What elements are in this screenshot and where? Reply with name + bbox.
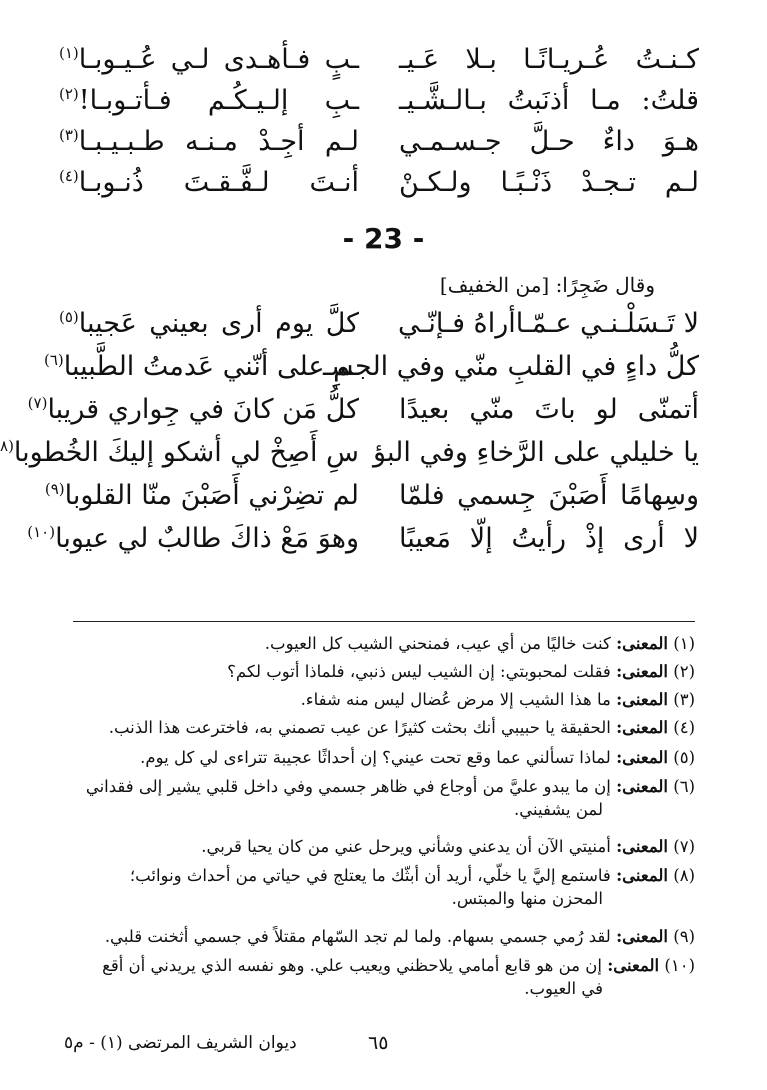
- footnote-divider: [73, 621, 695, 622]
- footnote-marker: (٤): [59, 167, 79, 185]
- footnote-number: (٨): [673, 866, 695, 885]
- poem1-verse: [59, 161, 699, 205]
- footnote-text: الحقيقة يا حبيبي أنك بحثت كثيرًا عن عيب تصمني به، فاخترعت هذا الذنب.: [108, 718, 611, 737]
- verse-second-text: ـمِ على أنّني عَدمتُ الطَّبيبا: [63, 351, 359, 382]
- verse-second-hemistich: [0, 431, 359, 475]
- footnote: [70, 632, 695, 655]
- verse-first-hemistich: يا خليلي على الرَّخاءِ وفي البؤ: [373, 437, 699, 468]
- poem2-verse: [59, 302, 699, 346]
- verse-first-hemistich: كلُّ داءٍ في القلبِ منّي وفي الجسـ: [323, 351, 699, 382]
- footnote-text: فاستمع إليَّ يا خلّي، أريد أن أبثّك ما يعتلج في حياتي من أحداث ونوائب؛: [129, 866, 611, 885]
- footnote-text: إن ما يبدو عليَّ من أوجاع في ظاهر جسمي وفي داخل قلبي يشير إلى فقداني: [85, 777, 611, 796]
- footnote-number: (٢): [673, 662, 695, 681]
- footnote-marker: (٣): [59, 126, 79, 144]
- verse-first-hemistich: هـوَ داءٌ حـلَّ جـسـمـي: [399, 126, 699, 157]
- verse-first-hemistich: لـم تـجـدْ ذَنْـبًـا ولـكـنْ: [399, 167, 699, 198]
- verse-second-hemistich: [59, 120, 359, 164]
- footnote-label: المعنى:: [616, 777, 668, 796]
- footnote-number: (٥): [673, 748, 695, 767]
- footnote-marker: (١٠): [27, 523, 56, 541]
- footnote: [70, 954, 695, 1000]
- footnote: [70, 925, 695, 948]
- verse-first-hemistich: وسِهامًا أَصَبْنَ جِسمي فلمّا: [399, 480, 699, 511]
- footnote-marker: (٧): [27, 394, 48, 412]
- footnote-text: ما هذا الشيب إلا مرض عُضال ليس منه شفاء.: [300, 690, 611, 709]
- verse-second-text: كلَّ يوم أرى بعيني عَجيبا: [78, 308, 359, 339]
- footnote-label: المعنى:: [616, 718, 668, 737]
- verse-second-hemistich: [43, 345, 359, 389]
- footnote-number: (٦): [673, 777, 695, 796]
- footnote-label: المعنى:: [616, 634, 668, 653]
- footnote-marker: (٨: [0, 437, 14, 455]
- verse-second-text: لـم أجِـدْ مـنـه طـبـيـبـا: [78, 126, 359, 157]
- verse-first-hemistich: لا تَـسَلْـنـي عـمّـاأراهُ فـإنّـي: [398, 308, 699, 339]
- verse-second-text: لم تضِرْني أَصَبْنَ منّا القلوبا: [64, 480, 359, 511]
- page-number: ٦٥: [368, 1032, 389, 1054]
- poem2-verse: [44, 474, 699, 518]
- footnote-marker: (٥): [59, 308, 79, 326]
- verse-second-text: سِ أَصِخْ لي أشكو إليكَ الخُطوبا: [13, 437, 359, 468]
- footnote: [70, 775, 695, 821]
- verse-second-text: أنـتَ لـفَّـقـتَ ذُنـوبـا: [78, 167, 359, 198]
- footnote: [70, 716, 695, 739]
- footnote-label: المعنى:: [616, 690, 668, 709]
- footnote-label: المعنى:: [616, 748, 668, 767]
- footnote: [70, 835, 695, 858]
- footnote: [70, 746, 695, 769]
- poem1-verse: [59, 79, 699, 123]
- poem1-verse: [59, 120, 699, 164]
- verse-second-hemistich: [27, 517, 359, 561]
- poem2-verse: [27, 517, 699, 561]
- page-footer: [0, 1028, 767, 1058]
- verse-second-text: وهوَ مَعْ ذاكَ طالبٌ لي عيوبا: [55, 523, 359, 554]
- verse-second-hemistich: [44, 474, 359, 518]
- verse-second-hemistich: [59, 38, 359, 82]
- footnote-marker: (١): [59, 44, 79, 62]
- verse-second-text: كلُّ مَن كانَ في جِواري قريبا: [47, 394, 359, 425]
- poem-intro: وقال ضَجِرًا: [من الخفيف]: [439, 273, 655, 297]
- footnote-continuation: المحزن منها والمبتس.: [451, 889, 603, 908]
- footnote-label: المعنى:: [616, 866, 668, 885]
- poem2-verse: [43, 345, 699, 389]
- footnote-number: (٣): [673, 690, 695, 709]
- footnote-label: المعنى:: [616, 837, 668, 856]
- footnote-text: لقد رُمي جسمي بسهام. ولما لم تجد السّهام مقتلاً في جسمي أثخنت قلبي.: [104, 927, 611, 946]
- verse-first-hemistich: لا أرى إذْ رأيتُ إلّا مَعيبًا: [399, 523, 699, 554]
- poem-number: - 23 -: [342, 222, 425, 255]
- footnote-label: المعنى:: [607, 956, 660, 975]
- verse-first-hemistich: كـنـتُ عُـريـانًـا بـلا عَـيـ: [399, 44, 699, 75]
- footnote-continuation: في العيوب.: [524, 979, 603, 998]
- poem2-verse: [27, 388, 699, 432]
- footnote-marker: (٩): [44, 480, 65, 498]
- footnote-marker: (٢): [59, 85, 79, 103]
- footnote-continuation: لمن يشفيني.: [514, 800, 603, 819]
- footnote-text: أمنيتي الآن أن يدعني وشأني ويرحل عني من كان يحيا قربي.: [201, 837, 611, 856]
- footnote-marker: (٦): [43, 351, 64, 369]
- footnote-number: (١): [673, 634, 695, 653]
- poem1-verse: [59, 38, 699, 82]
- verse-second-hemistich: [59, 161, 359, 205]
- verse-second-hemistich: [59, 302, 359, 346]
- footnote-label: المعنى:: [616, 662, 668, 681]
- running-title: ديوان الشريف المرتضى (١) - م٥: [64, 1033, 297, 1053]
- footnote-number: (٧): [673, 837, 695, 856]
- footnote: [70, 660, 695, 683]
- verse-second-text: ـبٍ فـأهـدى لـي عُـيـوبـا: [78, 44, 359, 75]
- footnote-number: (٩): [673, 927, 695, 946]
- footnote-text: لماذا تسألني عما وقع تحت عيني؟ إن أحداثًا عجيبة تتراءى لي كل يوم.: [140, 748, 611, 767]
- footnote-text: كنت خاليًا من أي عيب، فمنحني الشيب كل العيوب.: [264, 634, 611, 653]
- poem2-verse: [0, 431, 699, 475]
- footnote: [70, 864, 695, 910]
- verse-second-text: ـبِ إلـيـكُـم فـأتـوبـا!: [78, 85, 359, 116]
- footnote: [70, 688, 695, 711]
- footnote-text: إن من هو قابع أمامي يلاحظني ويعيب علي. وهو نفسه الذي يريدني أن أقع: [102, 956, 602, 975]
- footnote-number: (١٠): [664, 956, 695, 975]
- verse-first-hemistich: أتمنّى لو باتَ منّي بعيدًا: [399, 394, 699, 425]
- verse-first-hemistich: قلتُ: مـا أذنَبتُ بـالـشَّـيـ: [399, 85, 699, 116]
- verse-second-hemistich: [27, 388, 359, 432]
- footnote-label: المعنى:: [616, 927, 668, 946]
- verse-second-hemistich: [59, 79, 359, 123]
- footnote-text: فقلت لمحبوبتي: إن الشيب ليس ذنبي، فلماذا أتوب لكم؟: [227, 662, 611, 681]
- footnote-number: (٤): [673, 718, 695, 737]
